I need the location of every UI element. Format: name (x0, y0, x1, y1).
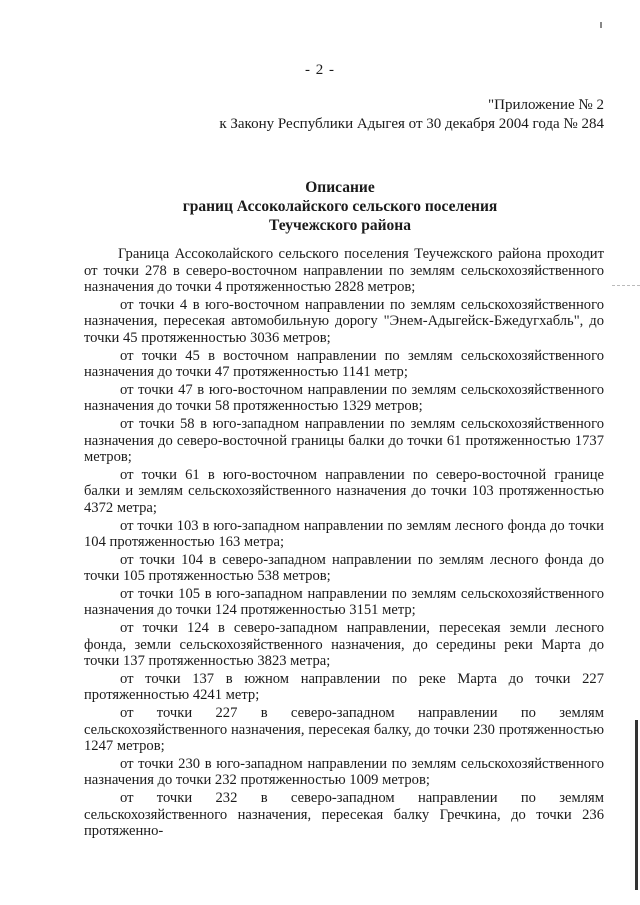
boundary-paragraph: от точки 232 в северо-западном направлении по землям сельскохозяйственного назначения, пересекая балку Гречкина, до точки 236 протяженно- (84, 790, 604, 840)
boundary-paragraph: от точки 47 в юго-восточном направлении по землям сельскохозяйственного назначения до точки 58 протяженностью 1329 метров; (84, 381, 604, 415)
boundary-paragraph: от точки 124 в северо-западном направлении, пересекая земли лесного фонда, земли сельскохозяйственного назначения, до середины реки Марта до точки 137 протяженностью 3823 метра; (84, 620, 604, 670)
scan-artifact-edge (635, 720, 638, 890)
boundary-paragraph: от точки 45 в восточном направлении по землям сельскохозяйственного назначения до точки 47 протяженностью 1141 метр; (84, 347, 604, 381)
title-line-3: Теучежского района (269, 217, 411, 234)
scan-artifact-mark (612, 285, 640, 286)
appendix-line-1: "Приложение № 2 (488, 97, 604, 113)
boundary-paragraph: от точки 105 в юго-западном направлении по землям сельскохозяйственного назначения до точки 124 протяженностью 3151 метр; (84, 585, 604, 619)
boundary-paragraph: от точки 103 в юго-западном направлении по землям лесного фонда до точки 104 протяженностью 163 метра; (84, 517, 604, 551)
boundary-paragraph: от точки 61 в юго-восточном направлении по северо-восточной границе балки и землям сельскохозяйственного назначения до точки 103 протяженностью 4372 метра; (84, 466, 604, 516)
boundary-paragraph: от точки 227 в северо-западном направлении по землям сельскохозяйственного назначения, пересекая балку, до точки 230 протяженностью 1247 метров; (84, 705, 604, 755)
boundary-paragraph: от точки 137 в южном направлении по реке Марта до точки 227 протяженностью 4241 метр; (84, 670, 604, 704)
boundary-paragraph: от точки 104 в северо-западном направлении по землям лесного фонда до точки 105 протяженностью 538 метров; (84, 551, 604, 585)
title-line-1: Описание (305, 179, 375, 196)
boundary-paragraph: Граница Ассоколайского сельского поселения Теучежского района проходит от точки 278 в северо-восточном направлении по землям сельскохозяйственного назначения до точки 4 протяженностью 2828 метров; (84, 246, 604, 296)
appendix-reference (219, 96, 604, 134)
title-line-2: границ Ассоколайского сельского поселения (182, 198, 498, 215)
document-body (84, 246, 604, 841)
document-title (40, 178, 640, 235)
boundary-paragraph: от точки 58 в юго-западном направлении по землям сельскохозяйственного назначения до северо-восточной границы балки до точки 61 протяженностью 1737 метров; (84, 415, 604, 466)
scan-speck (600, 22, 602, 28)
page-number: - 2 - (305, 62, 335, 78)
boundary-paragraph: от точки 230 в юго-западном направлении по землям сельскохозяйственного назначения до точки 232 протяженностью 1009 метров; (84, 755, 604, 789)
boundary-paragraph: от точки 4 в юго-восточном направлении по землям сельскохозяйственного назначения, пересекая автомобильную дорогу "Энем-Адыгейск-Бжедугхабль", до точки 45 протяженностью 3036 метров; (84, 296, 604, 346)
appendix-line-2: к Закону Республики Адыгея от 30 декабря 2004 года № 284 (219, 116, 604, 132)
